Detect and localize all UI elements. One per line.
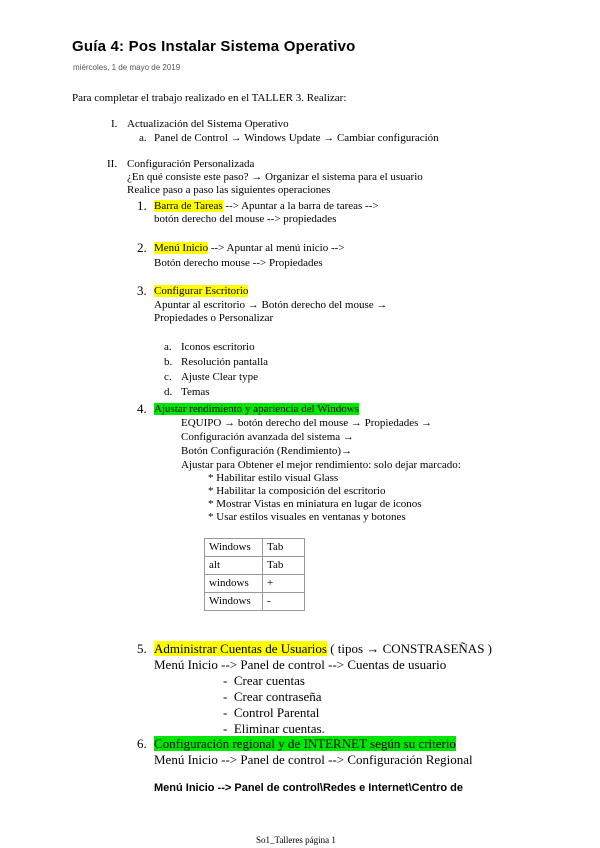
step-5-title: Administrar Cuentas de Usuarios bbox=[154, 641, 327, 656]
table-cell: Windows bbox=[205, 593, 263, 611]
step-1-line-1-text: --> Apuntar a la barra de tareas --> bbox=[222, 200, 379, 212]
step-3-sub-letter: a. bbox=[164, 341, 172, 353]
step-3-title: Configurar Escritorio bbox=[154, 285, 249, 297]
table-cell: Windows bbox=[205, 539, 263, 557]
step-5-number: 5. bbox=[137, 641, 147, 656]
section-2-number: II. bbox=[107, 158, 118, 170]
table-cell: Tab bbox=[263, 539, 305, 557]
table-cell: windows bbox=[205, 575, 263, 593]
step-1-line-1 bbox=[154, 200, 379, 213]
table-row bbox=[205, 575, 305, 593]
step-5-sub-item: - Control Parental bbox=[223, 705, 320, 720]
step-3-sub-letter: d. bbox=[164, 386, 173, 398]
section-1-item-a-letter: a. bbox=[139, 132, 147, 144]
step-5-sub-text: Control Parental bbox=[233, 705, 320, 720]
step-5-title-suffix: ( tipos → CONSTRASEÑAS ) bbox=[326, 641, 492, 656]
intro-text: Para completar el trabajo realizado en el TALLER 3. Realizar: bbox=[72, 92, 347, 104]
table-cell: alt bbox=[205, 557, 263, 575]
step-5-sub-item: - Crear contraseña bbox=[223, 689, 322, 704]
step-4-title: Ajustar rendimiento y apariencia del Windows bbox=[154, 403, 359, 415]
step-3-line-2: Propiedades o Personalizar bbox=[154, 312, 274, 324]
step-5-line-1: Menú Inicio --> Panel de control --> Cuentas de usuario bbox=[154, 657, 447, 672]
step-4-bullet: * Mostrar Vistas en miniatura en lugar de iconos bbox=[208, 498, 422, 510]
step-4-bullet: * Usar estilos visuales en ventanas y botones bbox=[208, 511, 406, 523]
step-4-number: 4. bbox=[137, 401, 147, 416]
step-6-line-2: Menú Inicio --> Panel de control\Redes e Internet\Centro de bbox=[154, 782, 463, 794]
step-2-number: 2. bbox=[137, 240, 147, 255]
step-2-line-1 bbox=[154, 242, 345, 255]
table-cell: Tab bbox=[263, 557, 305, 575]
step-6-title: Configuración regional y de INTERNET según su criterio bbox=[154, 736, 456, 751]
table-cell: - bbox=[263, 593, 305, 611]
step-3-line-1: Apuntar al escritorio → Botón derecho del mouse → bbox=[154, 299, 388, 311]
step-6-number: 6. bbox=[137, 736, 147, 751]
step-5-sub-text: Crear contraseña bbox=[233, 689, 322, 704]
step-5-sub-text: Eliminar cuentas. bbox=[233, 721, 325, 736]
step-5-title-line bbox=[154, 641, 492, 656]
step-4-line: Ajustar para Obtener el mejor rendimiento: solo dejar marcado: bbox=[181, 459, 461, 471]
step-3-sub-letter: c. bbox=[164, 371, 172, 383]
step-4-title-line bbox=[154, 403, 359, 416]
step-5-sub-item: - Crear cuentas bbox=[223, 673, 305, 688]
step-1-line-2: botón derecho del mouse --> propiedades bbox=[154, 213, 337, 225]
page-title: Guía 4: Pos Instalar Sistema Operativo bbox=[72, 38, 356, 55]
table-row bbox=[205, 557, 305, 575]
step-5-sub-text: Crear cuentas bbox=[233, 673, 305, 688]
step-1-title: Barra de Tareas bbox=[154, 200, 223, 212]
table-row bbox=[205, 539, 305, 557]
section-2-title: Configuración Personalizada bbox=[127, 158, 255, 170]
step-2-title: Menú Inicio bbox=[154, 242, 209, 254]
shortcut-table bbox=[204, 538, 305, 611]
section-2-question: ¿En qué consiste este paso? → Organizar el sistema para el usuario bbox=[127, 171, 423, 183]
shortcut-table-wrapper bbox=[204, 538, 305, 611]
step-3-title-line bbox=[154, 285, 248, 298]
step-3-sub-item: Resolución pantalla bbox=[181, 356, 269, 368]
section-2-instructions: Realice paso a paso las siguientes operaciones bbox=[127, 184, 331, 196]
step-3-sub-item: Ajuste Clear type bbox=[181, 371, 258, 383]
step-5-sub-item: - Eliminar cuentas. bbox=[223, 721, 325, 736]
page-footer: So1_Talleres página 1 bbox=[256, 835, 336, 845]
page-date: miércoles, 1 de mayo de 2019 bbox=[73, 63, 181, 72]
step-3-sub-letter: b. bbox=[164, 356, 173, 368]
step-4-line: EQUIPO → botón derecho del mouse → Propiedades → bbox=[181, 417, 433, 429]
step-2-line-1-text: --> Apuntar al menú inicio --> bbox=[208, 242, 345, 254]
step-6-title-line bbox=[154, 736, 456, 751]
section-1-number: I. bbox=[111, 118, 118, 130]
step-4-bullet: * Habilitar estilo visual Glass bbox=[208, 472, 339, 484]
step-2-line-2: Botón derecho mouse --> Propiedades bbox=[154, 257, 323, 269]
step-4-bullet: * Habilitar la composición del escritorio bbox=[208, 485, 386, 497]
step-4-line: Botón Configuración (Rendimiento)→ bbox=[181, 445, 353, 457]
step-4-line: Configuración avanzada del sistema → bbox=[181, 431, 354, 443]
section-1-title: Actualización del Sistema Operativo bbox=[127, 118, 289, 130]
step-6-line-1: Menú Inicio --> Panel de control --> Configuración Regional bbox=[154, 752, 473, 767]
step-3-sub-item: Iconos escritorio bbox=[181, 341, 255, 353]
step-1-number: 1. bbox=[137, 198, 147, 213]
step-3-sub-item: Temas bbox=[181, 386, 210, 398]
table-row bbox=[205, 593, 305, 611]
table-cell: + bbox=[263, 575, 305, 593]
step-3-number: 3. bbox=[137, 283, 147, 298]
section-1-item-a: Panel de Control → Windows Update → Cambiar configuración bbox=[154, 132, 439, 144]
